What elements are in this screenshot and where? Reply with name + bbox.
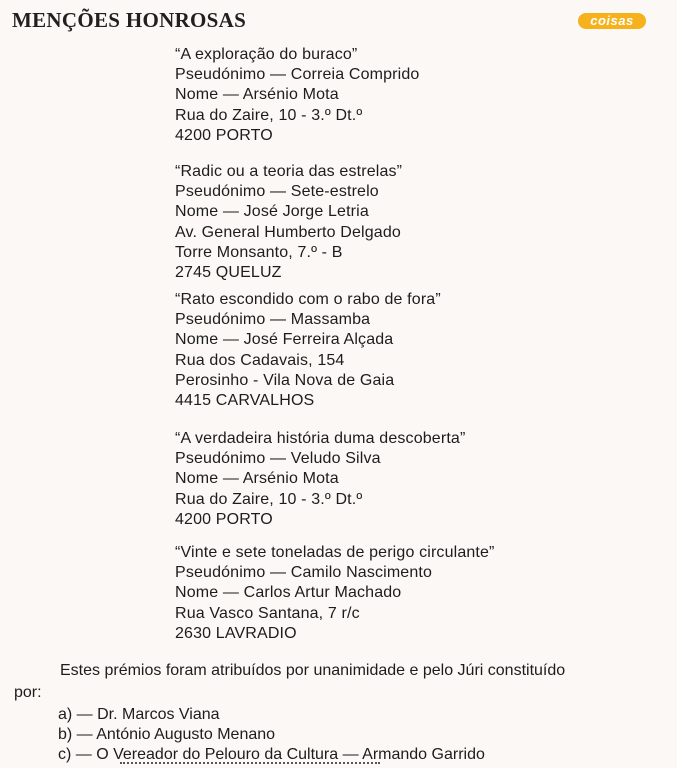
entry-address-line: 2630 LAVRADIO [175, 624, 297, 642]
section-heading: MENÇÕES HONROSAS [12, 8, 247, 32]
entry-title: “A exploração do buraco” [175, 46, 358, 63]
entry-address-line: 4200 PORTO [175, 510, 273, 528]
entry-pseudonym: Pseudónimo — Veludo Silva [175, 450, 381, 468]
entry-name: Nome — Arsénio Mota [175, 86, 339, 104]
entry-address-line: Perosinho - Vila Nova de Gaia [175, 371, 395, 389]
entry-address-line: 2745 QUELUZ [175, 264, 282, 282]
jury-paragraph-line-1: Estes prémios foram atribuídos por unanimidade e pelo Júri constituído [60, 662, 566, 679]
entry-title: “Vinte e sete toneladas de perigo circulante” [175, 544, 495, 561]
entry-pseudonym: Pseudónimo — Camilo Nascimento [175, 564, 433, 582]
entry-address-line: Torre Monsanto, 7.º - B [175, 243, 343, 261]
entry-address-line: 4200 PORTO [175, 126, 273, 144]
entry-pseudonym: Pseudónimo — Massamba [175, 311, 371, 329]
entry-title: “A verdadeira história duma descoberta” [175, 430, 466, 447]
jury-member: b) — António Augusto Menano [58, 726, 276, 743]
entry-honorable-mention-3 [175, 290, 655, 411]
entry-address-line: Rua dos Cadavais, 154 [175, 351, 345, 369]
entry-honorable-mention-5 [175, 543, 655, 644]
entry-address-line: Rua do Zaire, 10 - 3.º Dt.º [175, 106, 363, 124]
entry-name: Nome — Arsénio Mota [175, 470, 339, 488]
entry-honorable-mention-2 [175, 162, 655, 283]
entry-address-line: Av. General Humberto Delgado [175, 223, 401, 241]
entry-pseudonym: Pseudónimo — Sete-estrelo [175, 183, 379, 201]
entry-pseudonym: Pseudónimo — Correia Comprido [175, 66, 420, 84]
coisas-logo-badge: coisas [578, 13, 646, 29]
entry-name: Nome — José Jorge Letria [175, 203, 369, 221]
entry-name: Nome — Carlos Artur Machado [175, 584, 402, 602]
entry-address-line: 4415 CARVALHOS [175, 392, 315, 410]
entry-address-line: Rua Vasco Santana, 7 r/c [175, 604, 360, 622]
jury-member: a) — Dr. Marcos Viana [58, 706, 220, 723]
entry-honorable-mention-4 [175, 429, 655, 530]
jury-member: c) — O Vereador do Pelouro da Cultura — Armando Garrido [58, 746, 485, 763]
entry-address-line: Rua do Zaire, 10 - 3.º Dt.º [175, 490, 363, 508]
entry-name: Nome — José Ferreira Alçada [175, 331, 394, 349]
entry-title: “Radic ou a teoria das estrelas” [175, 163, 403, 180]
jury-paragraph-line-2: por: [14, 684, 42, 701]
entry-title: “Rato escondido com o rabo de fora” [175, 291, 441, 308]
jury-list [58, 705, 485, 765]
entry-honorable-mention-1 [175, 45, 655, 146]
cut-off-text-line [120, 762, 380, 768]
